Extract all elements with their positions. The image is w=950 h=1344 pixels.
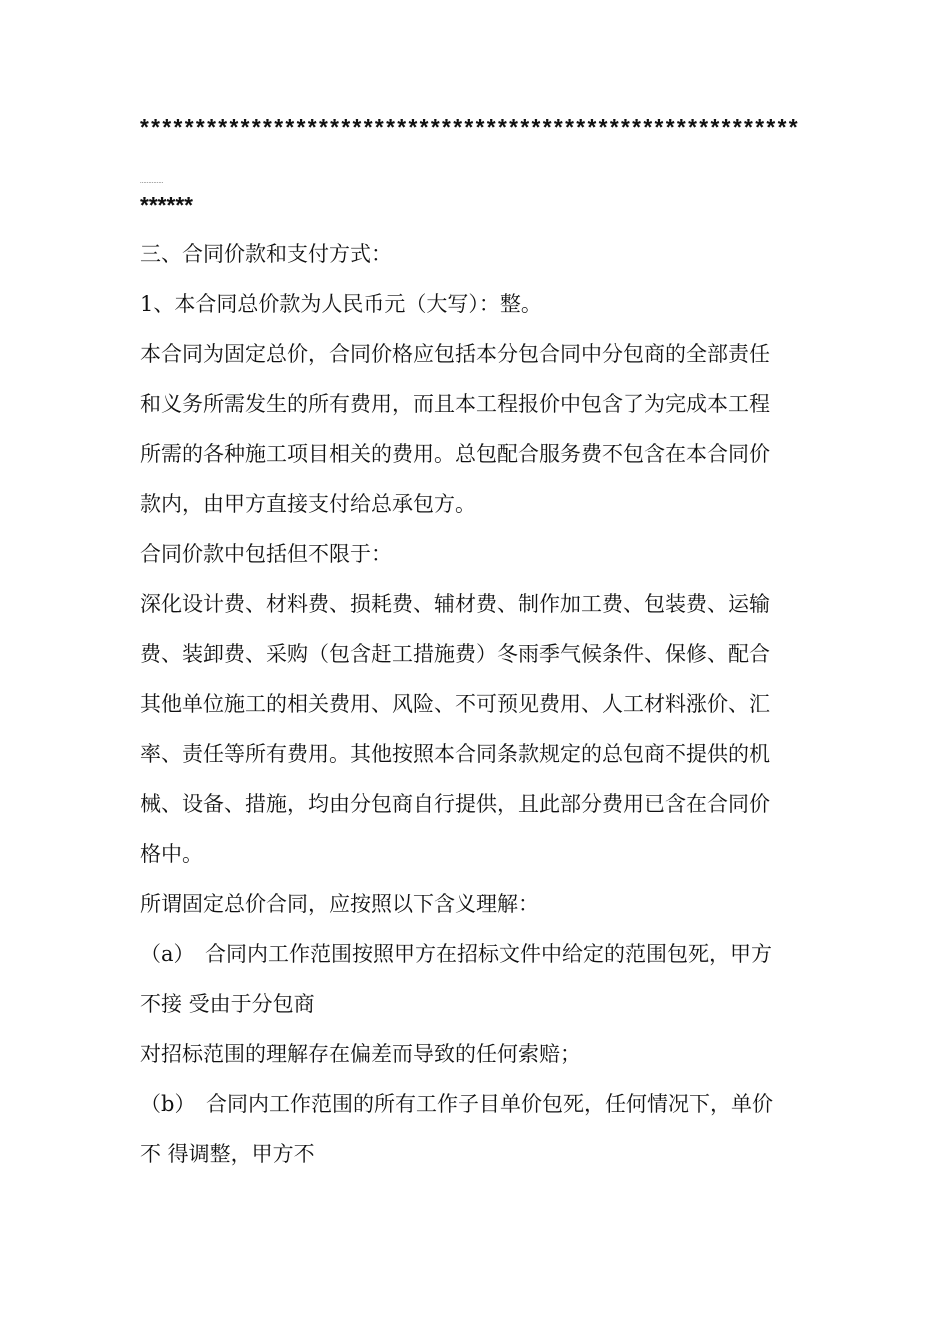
paragraph-line: 率、责任等所有费用。其他按照本合同条款规定的总包商不提供的机 (140, 742, 770, 766)
section-heading: 三、合同价款和支付方式： (140, 242, 392, 266)
paragraph-line: 款内，由甲方直接支付给总承包方。 (140, 492, 476, 516)
paragraph-line: 合同价款中包括但不限于： (140, 542, 392, 566)
paragraph-line: 不 得调整，甲方不 (140, 1142, 315, 1166)
paragraph-line: 械、设备、措施，均由分包商自行提供，且此部分费用已含在合同价 (140, 792, 770, 816)
tiny-dotted-mark: .............. (140, 179, 164, 185)
paragraph-line: 对招标范围的理解存在偏差而导致的任何索赔； (140, 1042, 581, 1066)
clause-b: （b） 合同内工作范围的所有工作子目单价包死，任何情况下，单价 (140, 1092, 773, 1116)
paragraph-line: 费、装卸费、采购（包含赶工措施费）冬雨季气候条件、保修、配合 (140, 642, 770, 666)
paragraph-line: 格中。 (140, 842, 203, 866)
paragraph-line: 其他单位施工的相关费用、风险、不可预见费用、人工材料涨价、汇 (140, 692, 770, 716)
asterisk-separator-long: *********************************************************** (140, 114, 800, 140)
clause-1: 1、本合同总价款为人民币元（大写）：整。 (140, 292, 542, 316)
paragraph-line: 所谓固定总价合同，应按照以下含义理解： (140, 892, 539, 916)
paragraph-line: 和义务所需发生的所有费用，而且本工程报价中包含了为完成本工程 (140, 392, 770, 416)
paragraph-line: 本合同为固定总价，合同价格应包括本分包合同中分包商的全部责任 (140, 342, 770, 366)
paragraph-line: 深化设计费、材料费、损耗费、辅材费、制作加工费、包装费、运输 (140, 592, 770, 616)
clause-a: （a） 合同内工作范围按照甲方在招标文件中给定的范围包死，甲方 (140, 942, 773, 966)
paragraph-line: 所需的各种施工项目相关的费用。总包配合服务费不包含在本合同价 (140, 442, 770, 466)
paragraph-line: 不接 受由于分包商 (140, 992, 315, 1016)
asterisk-separator-short: ****** (140, 192, 193, 218)
